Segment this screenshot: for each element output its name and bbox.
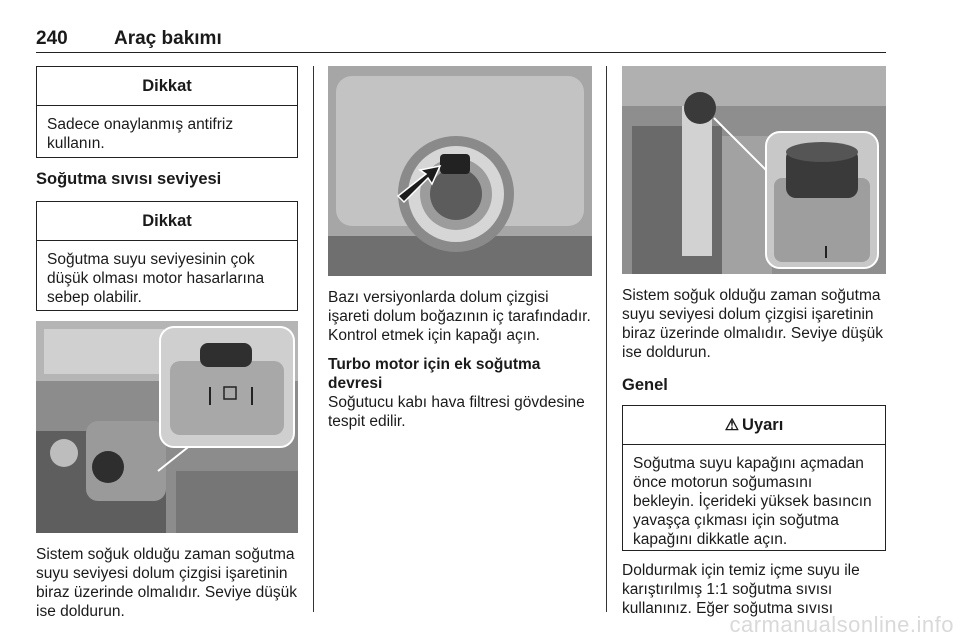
warning-triangle-icon: ⚠ [724,417,740,434]
warning-body: Soğutma suyu kapağını açmadan önce motorun soğumasını bekleyin. İçerideki yüksek basıncın yavaşça çıkması için soğutma kapağını dikkatle açın. [633,455,872,548]
notice-body: Soğutma suyu seviyesinin çok düşük olması motor hasarlarına sebep olabilir. [47,251,265,306]
column-divider-left [313,66,314,612]
photo-caption: Sistem soğuk olduğu zaman soğutma suyu seviyesi dolum çizgisi işaretinin biraz üzerinde olmalıdır. Seviye düşük ise doldurun. [622,287,884,361]
coolant-reservoir-photo [36,321,298,533]
filler-neck-photo [328,66,592,276]
mixing-paragraph: Doldurmak için temiz içme suyu ile karıştırılmış 1:1 soğutma sıvısı kullanınız. Eğer soğutma sıvısı [622,562,860,617]
subheading-turbo-circuit: Turbo motor için ek soğutma devresi [328,356,541,392]
notice-body: Sadece onaylanmış antifriz kullanın. [47,116,234,152]
turbo-coolant-reservoir-photo [622,66,886,274]
watermark: carmanualsonline.info [729,612,954,637]
warning-title: Uyarı [742,415,784,434]
column-right [622,66,886,618]
page-title: Araç bakımı [114,28,222,49]
notice-box-low-coolant [36,201,298,311]
column-left [36,66,298,621]
warning-header [623,406,885,445]
page-header [36,24,886,53]
notice-box-antifreeze [36,66,298,158]
turbo-circuit-paragraph: Soğutucu kabı hava filtresi gövdesine tespit edilir. [328,394,585,430]
page-number: 240 [36,28,68,49]
section-heading-coolant-level: Soğutma sıvısı seviyesi [36,170,222,188]
photo-caption: Sistem soğuk olduğu zaman soğutma suyu seviyesi dolum çizgisi işaretinin biraz üzerinde olmalıdır. Seviye düşük ise doldurun. [36,546,298,620]
section-heading-general: Genel [622,376,668,394]
notice-title: Dikkat [37,202,297,241]
warning-box [622,405,886,551]
column-middle [328,66,592,431]
column-divider-right [606,66,607,612]
filler-line-paragraph: Bazı versiyonlarda dolum çizgisi işareti dolum boğazının iç tarafındadır. Kontrol etmek için kapağı açın. [328,289,591,344]
notice-title: Dikkat [37,67,297,106]
